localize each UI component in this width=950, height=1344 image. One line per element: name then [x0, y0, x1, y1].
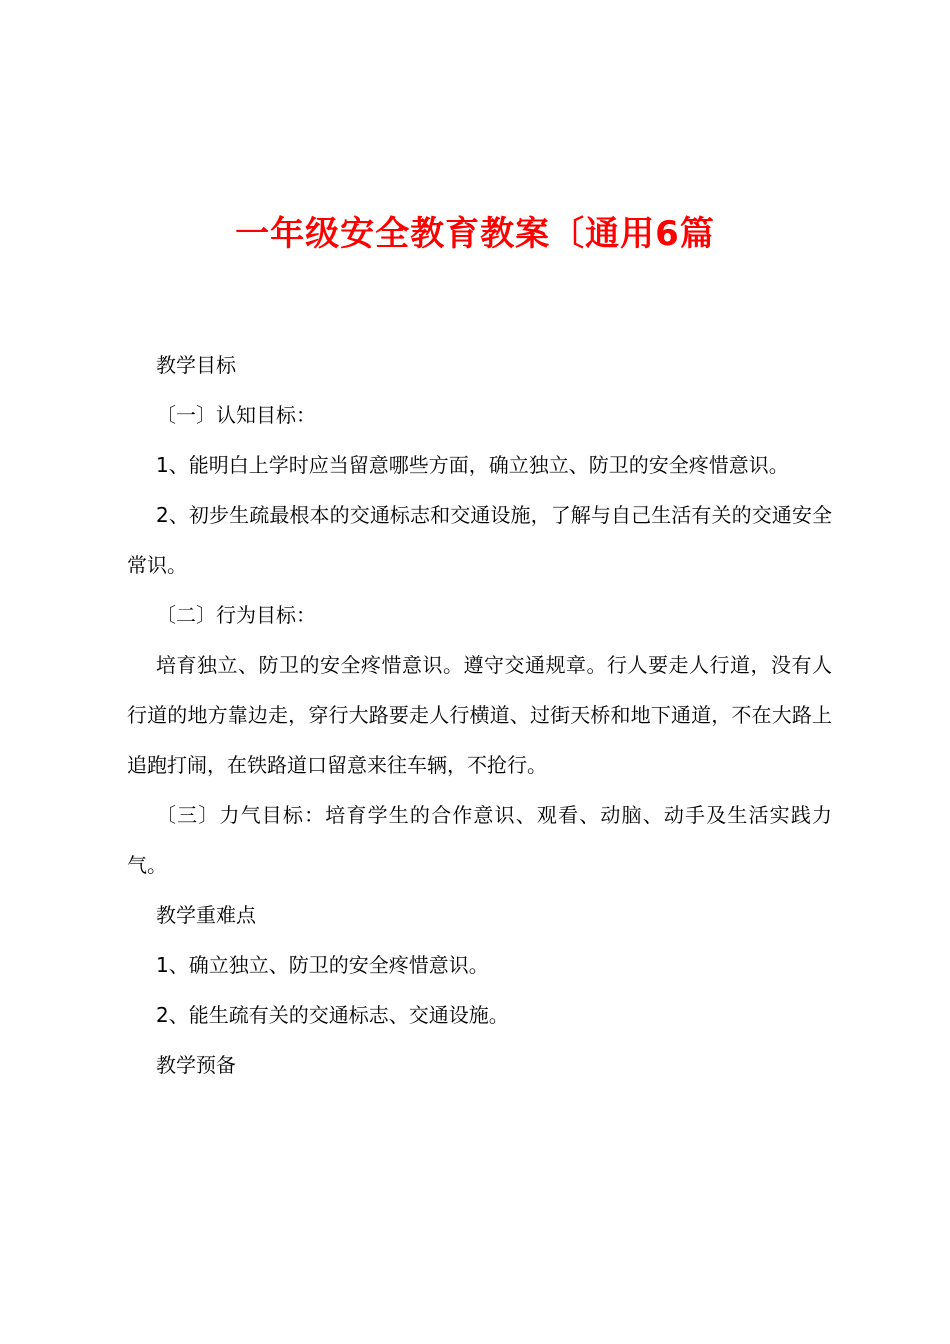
- paragraph-cognitive-item-2: 2、初步生疏最根本的交通标志和交通设施，了解与自己生活有关的交通安全常识。: [127, 503, 832, 577]
- heading-teaching-objectives: 教学目标: [156, 353, 236, 377]
- heading-key-difficulties: 教学重难点: [156, 903, 256, 927]
- paragraph-difficulty-item-2: 2、能生疏有关的交通标志、交通设施。: [156, 1003, 509, 1027]
- subheading-behavior-objectives: 〔二〕行为目标：: [156, 603, 316, 627]
- paragraph-ability-objectives: 〔三〕力气目标：培育学生的合作意识、观看、动脑、动手及生活实践力气。: [127, 803, 832, 877]
- paragraph-cognitive-item-1: 1、能明白上学时应当留意哪些方面，确立独立、防卫的安全疼惜意识。: [156, 453, 789, 477]
- paragraph-difficulty-item-1: 1、确立独立、防卫的安全疼惜意识。: [156, 953, 489, 977]
- document-title: 一年级安全教育教案〔通用6篇: [235, 214, 715, 254]
- heading-teaching-preparation: 教学预备: [156, 1053, 236, 1077]
- subheading-cognitive-objectives: 〔一〕认知目标：: [156, 403, 316, 427]
- paragraph-behavior-objectives: 培育独立、防卫的安全疼惜意识。遵守交通规章。行人要走人行道，没有人行道的地方靠边走，穿行大路要走人行横道、过街天桥和地下通道，不在大路上追跑打闹，在铁路道口留意来往车辆，不抢行。: [127, 653, 832, 777]
- document-body: [127, 340, 832, 1090]
